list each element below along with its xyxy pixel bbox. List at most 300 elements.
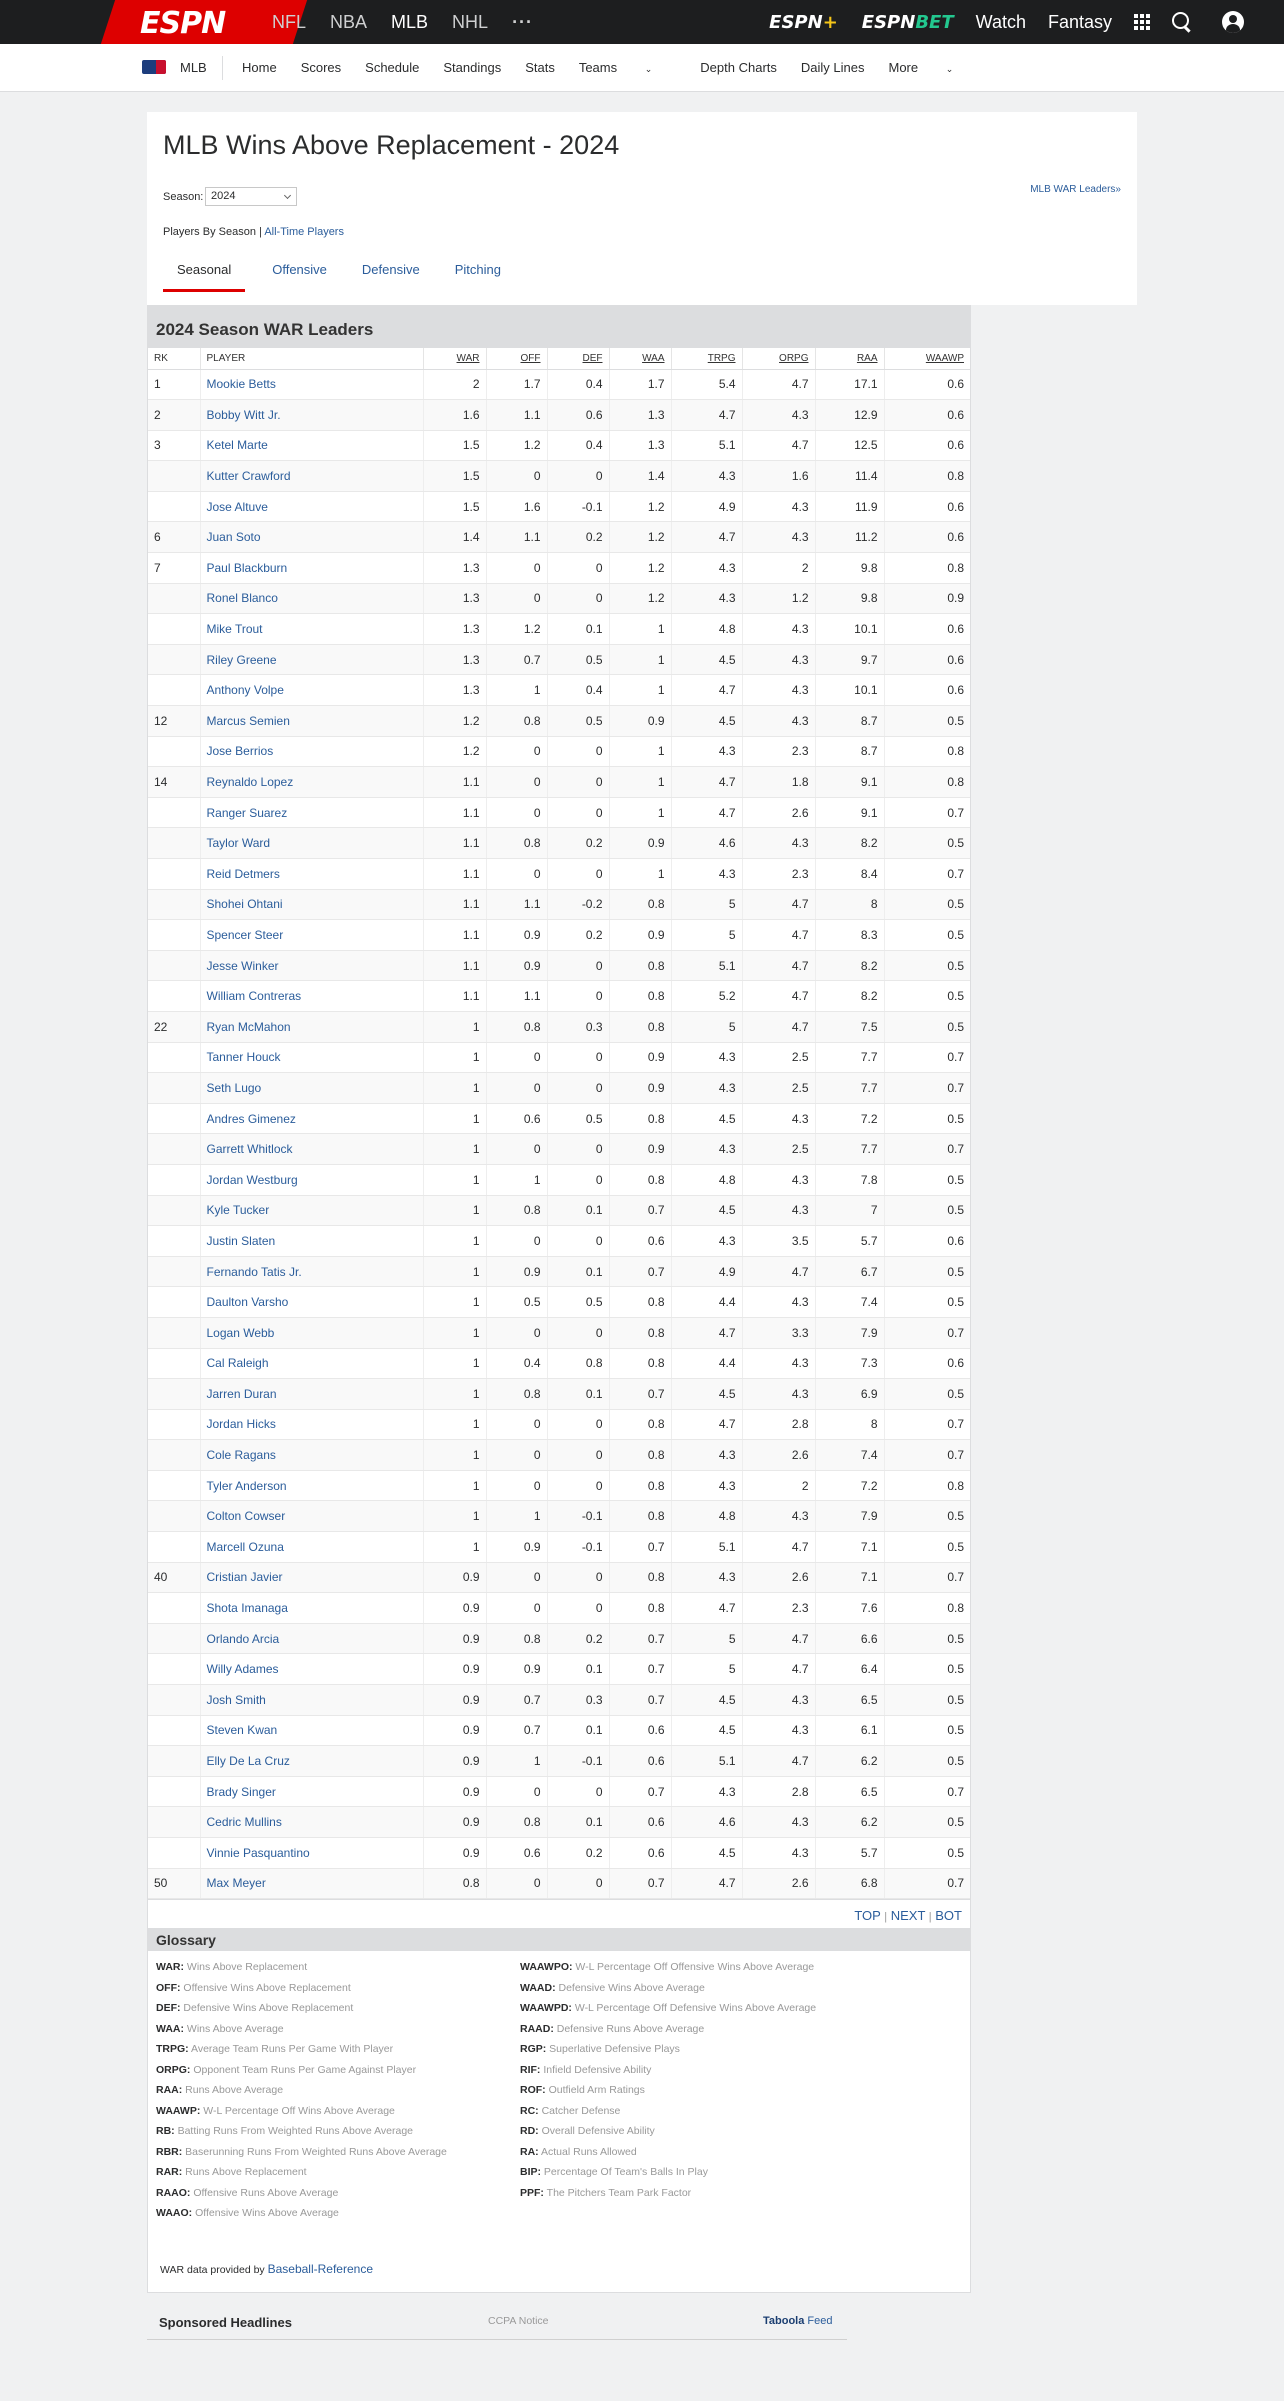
cell-trpg: 5 bbox=[671, 1654, 742, 1685]
cell-rk bbox=[148, 950, 200, 981]
cell-def: 0.1 bbox=[547, 1256, 609, 1287]
glossary-term: RAAO: bbox=[156, 2186, 191, 2199]
cell-waa: 0.7 bbox=[609, 1623, 671, 1654]
cell-raa: 9.8 bbox=[815, 583, 884, 614]
cell-trpg: 5 bbox=[671, 889, 742, 920]
column-header-orpg[interactable]: ORPG bbox=[742, 348, 815, 369]
column-header-raa[interactable]: RAA bbox=[815, 348, 884, 369]
player-link[interactable]: Shota Imanaga bbox=[200, 1593, 423, 1624]
cell-rk bbox=[148, 491, 200, 522]
cell-off: 0 bbox=[486, 1134, 547, 1165]
player-link[interactable]: Colton Cowser bbox=[200, 1501, 423, 1532]
player-link[interactable]: Bobby Witt Jr. bbox=[200, 400, 423, 431]
pager-bot[interactable]: BOT bbox=[935, 1908, 962, 1924]
cell-raa: 7.6 bbox=[815, 1593, 884, 1624]
cell-def: 0 bbox=[547, 1164, 609, 1195]
table-row bbox=[148, 1868, 970, 1899]
player-link[interactable]: Jordan Hicks bbox=[200, 1409, 423, 1440]
cell-waawp: 0.7 bbox=[884, 1134, 970, 1165]
subnav-home[interactable]: Home bbox=[242, 60, 277, 75]
cell-raa: 17.1 bbox=[815, 369, 884, 400]
cell-war: 1 bbox=[423, 1348, 486, 1379]
cell-raa: 8.2 bbox=[815, 981, 884, 1012]
player-link[interactable]: Taylor Ward bbox=[200, 828, 423, 859]
player-link[interactable]: Cole Ragans bbox=[200, 1440, 423, 1471]
player-link[interactable]: Reid Detmers bbox=[200, 859, 423, 890]
cell-raa: 8.7 bbox=[815, 706, 884, 737]
glossary-entry bbox=[156, 2039, 520, 2060]
subnav-league-name[interactable]: MLB bbox=[180, 60, 207, 75]
espn-plus-link[interactable] bbox=[769, 12, 838, 33]
cell-waa: 1 bbox=[609, 797, 671, 828]
cell-rk: 50 bbox=[148, 1868, 200, 1899]
nav-nhl[interactable]: NHL bbox=[452, 11, 489, 32]
cell-off: 0.5 bbox=[486, 1287, 547, 1318]
glossary-term: WAAWPO: bbox=[520, 1961, 573, 1974]
player-link[interactable]: Spencer Steer bbox=[200, 920, 423, 951]
cell-rk bbox=[148, 1195, 200, 1226]
cell-waawp: 0.5 bbox=[884, 1501, 970, 1532]
cell-def: 0.2 bbox=[547, 828, 609, 859]
glossary-term: ROF: bbox=[520, 2084, 546, 2097]
cell-war: 1 bbox=[423, 1532, 486, 1563]
cell-orpg: 4.3 bbox=[742, 1685, 815, 1716]
cell-def: -0.2 bbox=[547, 889, 609, 920]
player-link[interactable]: Justin Slaten bbox=[200, 1226, 423, 1257]
player-link[interactable]: Brady Singer bbox=[200, 1776, 423, 1807]
cell-waa: 1.7 bbox=[609, 369, 671, 400]
cell-war: 1.3 bbox=[423, 675, 486, 706]
cell-rk bbox=[148, 1348, 200, 1379]
war-leaders-link[interactable]: MLB WAR Leaders» bbox=[1030, 184, 1121, 195]
table-row bbox=[148, 1134, 970, 1165]
player-link[interactable]: Tanner Houck bbox=[200, 1042, 423, 1073]
subnav-depth-charts[interactable]: Depth Charts bbox=[700, 60, 777, 75]
cell-war: 1 bbox=[423, 1470, 486, 1501]
cell-trpg: 5.1 bbox=[671, 1746, 742, 1777]
glossary-definition: Batting Runs From Weighted Runs Above Average bbox=[177, 2125, 414, 2138]
cell-off: 1.1 bbox=[486, 981, 547, 1012]
cell-def: 0 bbox=[547, 583, 609, 614]
player-link[interactable]: Ronel Blanco bbox=[200, 583, 423, 614]
cell-raa: 12.9 bbox=[815, 400, 884, 431]
cell-trpg: 4.3 bbox=[671, 461, 742, 492]
cell-orpg: 4.3 bbox=[742, 1195, 815, 1226]
glossary-definition: Defensive Runs Above Average bbox=[556, 2022, 705, 2035]
subnav-stats[interactable]: Stats bbox=[525, 60, 555, 75]
cell-rk: 3 bbox=[148, 430, 200, 461]
player-link[interactable]: Paul Blackburn bbox=[200, 553, 423, 584]
credit-text: WAR data provided by bbox=[160, 2263, 265, 2276]
glossary-entry bbox=[156, 2162, 520, 2183]
cell-off: 1.7 bbox=[486, 369, 547, 400]
cell-war: 1 bbox=[423, 1287, 486, 1318]
cell-war: 1.3 bbox=[423, 614, 486, 645]
cell-waa: 0.8 bbox=[609, 981, 671, 1012]
cell-war: 1.5 bbox=[423, 430, 486, 461]
column-header-waawp[interactable]: WAAWP bbox=[884, 348, 970, 369]
baseball-reference-link[interactable]: Baseball-Reference bbox=[267, 2261, 373, 2276]
glossary-entry bbox=[156, 2080, 520, 2101]
cell-orpg: 2.5 bbox=[742, 1073, 815, 1104]
cell-waawp: 0.8 bbox=[884, 553, 970, 584]
player-link[interactable]: Anthony Volpe bbox=[200, 675, 423, 706]
page-header-card bbox=[147, 112, 1137, 305]
glossary-entry bbox=[520, 2080, 884, 2101]
player-link[interactable]: Reynaldo Lopez bbox=[200, 767, 423, 798]
glossary-entry bbox=[520, 1978, 884, 1999]
player-link[interactable]: Kutter Crawford bbox=[200, 461, 423, 492]
glossary-entry bbox=[156, 2101, 520, 2122]
glossary-definition: Superlative Defensive Plays bbox=[549, 2043, 680, 2056]
cell-off: 0 bbox=[486, 736, 547, 767]
cell-trpg: 4.7 bbox=[671, 797, 742, 828]
cell-trpg: 5 bbox=[671, 1623, 742, 1654]
nav-nfl[interactable]: NFL bbox=[272, 11, 307, 32]
nav-mlb[interactable]: MLB bbox=[391, 11, 429, 32]
cell-raa: 7.9 bbox=[815, 1317, 884, 1348]
all-time-players-link[interactable]: All-Time Players bbox=[264, 226, 344, 238]
cell-waa: 0.8 bbox=[609, 1440, 671, 1471]
cell-orpg: 2.6 bbox=[742, 1562, 815, 1593]
table-row bbox=[148, 1073, 970, 1104]
glossary-term: DEF: bbox=[156, 2002, 181, 2015]
more-leagues-icon[interactable]: ··· bbox=[512, 11, 534, 32]
cell-rk bbox=[148, 1226, 200, 1257]
cell-trpg: 4.3 bbox=[671, 1226, 742, 1257]
player-link[interactable]: Cal Raleigh bbox=[200, 1348, 423, 1379]
player-link[interactable]: Marcell Ozuna bbox=[200, 1532, 423, 1563]
cell-war: 1.3 bbox=[423, 553, 486, 584]
cell-def: 0 bbox=[547, 1409, 609, 1440]
player-link[interactable]: Seth Lugo bbox=[200, 1073, 423, 1104]
cell-def: 0 bbox=[547, 461, 609, 492]
player-link[interactable]: Marcus Semien bbox=[200, 706, 423, 737]
cell-raa: 8 bbox=[815, 1409, 884, 1440]
table-row bbox=[148, 614, 970, 645]
cell-def: 0 bbox=[547, 859, 609, 890]
watch-link[interactable]: Watch bbox=[975, 11, 1026, 32]
cell-waawp: 0.6 bbox=[884, 675, 970, 706]
cell-waawp: 0.5 bbox=[884, 828, 970, 859]
cell-rk: 2 bbox=[148, 400, 200, 431]
player-link[interactable]: Cedric Mullins bbox=[200, 1807, 423, 1838]
cell-raa: 6.2 bbox=[815, 1746, 884, 1777]
cell-war: 1 bbox=[423, 1379, 486, 1410]
player-link[interactable]: Daulton Varsho bbox=[200, 1287, 423, 1318]
column-header-war[interactable]: WAR bbox=[423, 348, 486, 369]
cell-waawp: 0.5 bbox=[884, 1379, 970, 1410]
season-label: Season: bbox=[163, 191, 204, 203]
table-row bbox=[148, 1409, 970, 1440]
sponsored-headlines bbox=[147, 2304, 847, 2340]
cell-rk bbox=[148, 797, 200, 828]
player-link[interactable]: Jose Berrios bbox=[200, 736, 423, 767]
cell-raa: 7.7 bbox=[815, 1134, 884, 1165]
cell-def: 0.4 bbox=[547, 369, 609, 400]
season-select[interactable]: 2024 bbox=[205, 187, 297, 206]
table-row bbox=[148, 461, 970, 492]
subnav-daily-lines[interactable]: Daily Lines bbox=[800, 60, 865, 75]
player-link[interactable]: Josh Smith bbox=[200, 1685, 423, 1716]
cell-waa: 0.6 bbox=[609, 1746, 671, 1777]
tab-seasonal[interactable]: Seasonal bbox=[163, 262, 245, 292]
cell-off: 0.8 bbox=[486, 828, 547, 859]
cell-waawp: 0.5 bbox=[884, 1654, 970, 1685]
cell-trpg: 4.4 bbox=[671, 1287, 742, 1318]
espn-bet-link[interactable] bbox=[862, 12, 954, 33]
player-link[interactable]: Ranger Suarez bbox=[200, 797, 423, 828]
player-link[interactable]: Ryan McMahon bbox=[200, 1011, 423, 1042]
cell-def: 0.2 bbox=[547, 1623, 609, 1654]
cell-orpg: 4.7 bbox=[742, 1011, 815, 1042]
user-account-icon[interactable] bbox=[1222, 11, 1244, 33]
glossary-definition: Wins Above Average bbox=[186, 2022, 284, 2035]
cell-war: 1.2 bbox=[423, 736, 486, 767]
player-link[interactable]: Willy Adames bbox=[200, 1654, 423, 1685]
espn-bet-mark: BET bbox=[915, 11, 954, 33]
cell-waawp: 0.8 bbox=[884, 1470, 970, 1501]
table-row bbox=[148, 1256, 970, 1287]
glossary-entry bbox=[520, 2162, 884, 2183]
cell-trpg: 4.7 bbox=[671, 1409, 742, 1440]
cell-trpg: 5.4 bbox=[671, 369, 742, 400]
tab-pitching[interactable]: Pitching bbox=[454, 262, 501, 277]
table-row bbox=[148, 1287, 970, 1318]
glossary-term: PPF: bbox=[520, 2186, 544, 2199]
player-link[interactable]: Mookie Betts bbox=[200, 369, 423, 400]
player-link[interactable]: Fernando Tatis Jr. bbox=[200, 1256, 423, 1287]
cell-def: 0.1 bbox=[547, 1807, 609, 1838]
cell-waawp: 0.5 bbox=[884, 1838, 970, 1869]
player-link[interactable]: Orlando Arcia bbox=[200, 1623, 423, 1654]
table-row bbox=[148, 1379, 970, 1410]
cell-def: 0 bbox=[547, 1073, 609, 1104]
ccpa-notice-link[interactable]: CCPA Notice bbox=[488, 2315, 549, 2327]
cell-def: 0 bbox=[547, 1868, 609, 1899]
player-link[interactable]: Logan Webb bbox=[200, 1317, 423, 1348]
pager-top[interactable]: TOP bbox=[854, 1908, 881, 1924]
cell-waa: 1.2 bbox=[609, 583, 671, 614]
cell-raa: 9.1 bbox=[815, 797, 884, 828]
cell-off: 1.1 bbox=[486, 522, 547, 553]
table-row bbox=[148, 767, 970, 798]
cell-rk bbox=[148, 1654, 200, 1685]
cell-off: 0.9 bbox=[486, 1256, 547, 1287]
glossary-definition: Defensive Wins Above Average bbox=[558, 1981, 705, 1994]
cell-waa: 1 bbox=[609, 859, 671, 890]
cell-war: 2 bbox=[423, 369, 486, 400]
cell-orpg: 1.2 bbox=[742, 583, 815, 614]
cell-waawp: 0.5 bbox=[884, 950, 970, 981]
cell-war: 1 bbox=[423, 1042, 486, 1073]
player-link[interactable]: Jarren Duran bbox=[200, 1379, 423, 1410]
subnav-standings[interactable]: Standings bbox=[443, 60, 502, 75]
cell-raa: 9.1 bbox=[815, 767, 884, 798]
cell-waa: 0.8 bbox=[609, 1317, 671, 1348]
table-row bbox=[148, 736, 970, 767]
player-link[interactable]: Tyler Anderson bbox=[200, 1470, 423, 1501]
cell-off: 0.6 bbox=[486, 1838, 547, 1869]
espn-logo[interactable]: ESPN bbox=[140, 6, 226, 41]
player-link[interactable]: Vinnie Pasquantino bbox=[200, 1838, 423, 1869]
cell-raa: 6.9 bbox=[815, 1379, 884, 1410]
cell-rk bbox=[148, 981, 200, 1012]
cell-def: -0.1 bbox=[547, 1501, 609, 1532]
fantasy-link[interactable]: Fantasy bbox=[1047, 11, 1112, 32]
player-link[interactable]: Shohei Ohtani bbox=[200, 889, 423, 920]
cell-waa: 0.9 bbox=[609, 1134, 671, 1165]
pager-separator: | bbox=[928, 1911, 932, 1924]
cell-def: 0.2 bbox=[547, 522, 609, 553]
cell-trpg: 5.2 bbox=[671, 981, 742, 1012]
cell-trpg: 4.7 bbox=[671, 1317, 742, 1348]
pager-next[interactable]: NEXT bbox=[890, 1908, 926, 1924]
glossary-term: RC: bbox=[520, 2104, 539, 2117]
sub-navbar bbox=[0, 44, 1284, 92]
cell-raa: 7.7 bbox=[815, 1073, 884, 1104]
cell-waa: 1 bbox=[609, 644, 671, 675]
cell-waa: 0.8 bbox=[609, 1164, 671, 1195]
cell-trpg: 4.3 bbox=[671, 583, 742, 614]
cell-def: 0.5 bbox=[547, 1103, 609, 1134]
column-header-trpg[interactable]: TRPG bbox=[671, 348, 742, 369]
cell-def: 0.3 bbox=[547, 1685, 609, 1716]
cell-trpg: 5 bbox=[671, 920, 742, 951]
subnav-teams[interactable] bbox=[579, 60, 676, 75]
subnav-more[interactable] bbox=[888, 60, 977, 75]
cell-def: 0 bbox=[547, 797, 609, 828]
cell-off: 0 bbox=[486, 1073, 547, 1104]
cell-waa: 0.7 bbox=[609, 1654, 671, 1685]
cell-trpg: 4.8 bbox=[671, 1164, 742, 1195]
cell-waa: 0.7 bbox=[609, 1256, 671, 1287]
cell-orpg: 4.7 bbox=[742, 920, 815, 951]
cell-orpg: 4.3 bbox=[742, 1379, 815, 1410]
subnav-scores[interactable]: Scores bbox=[300, 60, 342, 75]
cell-trpg: 5.1 bbox=[671, 950, 742, 981]
cell-trpg: 4.5 bbox=[671, 1103, 742, 1134]
cell-off: 0.9 bbox=[486, 1654, 547, 1685]
cell-rk bbox=[148, 1134, 200, 1165]
cell-orpg: 2.3 bbox=[742, 1593, 815, 1624]
subnav-schedule[interactable]: Schedule bbox=[365, 60, 420, 75]
taboola-feed-link[interactable] bbox=[763, 2315, 833, 2327]
player-link[interactable]: Andres Gimenez bbox=[200, 1103, 423, 1134]
glossary-definition: Runs Above Replacement bbox=[185, 2166, 307, 2179]
player-link[interactable]: Jose Altuve bbox=[200, 491, 423, 522]
tab-defensive[interactable]: Defensive bbox=[361, 262, 420, 277]
cell-waa: 0.8 bbox=[609, 1409, 671, 1440]
cell-off: 1 bbox=[486, 1164, 547, 1195]
cell-rk bbox=[148, 859, 200, 890]
cell-waa: 1.4 bbox=[609, 461, 671, 492]
cell-waawp: 0.8 bbox=[884, 736, 970, 767]
cell-rk bbox=[148, 889, 200, 920]
data-credit bbox=[148, 2224, 970, 2292]
player-link[interactable]: Max Meyer bbox=[200, 1868, 423, 1899]
table-row bbox=[148, 889, 970, 920]
cell-orpg: 4.7 bbox=[742, 981, 815, 1012]
cell-war: 1 bbox=[423, 1011, 486, 1042]
table-row bbox=[148, 1838, 970, 1869]
player-link[interactable]: Mike Trout bbox=[200, 614, 423, 645]
cell-orpg: 4.7 bbox=[742, 1654, 815, 1685]
cell-war: 0.9 bbox=[423, 1746, 486, 1777]
player-link[interactable]: Jordan Westburg bbox=[200, 1164, 423, 1195]
player-link[interactable]: Garrett Whitlock bbox=[200, 1134, 423, 1165]
table-row bbox=[148, 1348, 970, 1379]
cell-waa: 0.7 bbox=[609, 1532, 671, 1563]
cell-waa: 0.7 bbox=[609, 1685, 671, 1716]
glossary-right-column bbox=[520, 1957, 884, 2224]
cell-raa: 8 bbox=[815, 889, 884, 920]
player-link[interactable]: Cristian Javier bbox=[200, 1562, 423, 1593]
player-link[interactable]: Riley Greene bbox=[200, 644, 423, 675]
cell-waa: 0.8 bbox=[609, 1011, 671, 1042]
cell-raa: 7.2 bbox=[815, 1103, 884, 1134]
nav-nba[interactable]: NBA bbox=[330, 11, 368, 32]
column-header-def[interactable]: DEF bbox=[547, 348, 609, 369]
cell-trpg: 4.3 bbox=[671, 736, 742, 767]
cell-def: 0.4 bbox=[547, 430, 609, 461]
cell-waa: 0.7 bbox=[609, 1195, 671, 1226]
player-link[interactable]: Kyle Tucker bbox=[200, 1195, 423, 1226]
cell-off: 0 bbox=[486, 859, 547, 890]
espn-bet-text: ESPN bbox=[861, 11, 916, 33]
table-pager bbox=[148, 1899, 970, 1928]
cell-orpg: 2.3 bbox=[742, 736, 815, 767]
player-link[interactable]: Juan Soto bbox=[200, 522, 423, 553]
player-link[interactable]: Steven Kwan bbox=[200, 1715, 423, 1746]
espn-plus-text: ESPN bbox=[769, 11, 823, 33]
cell-waa: 0.8 bbox=[609, 1562, 671, 1593]
cell-raa: 10.1 bbox=[815, 675, 884, 706]
table-row bbox=[148, 1623, 970, 1654]
glossary-definition: Defensive Wins Above Replacement bbox=[183, 2002, 354, 2015]
players-filter: Players By Season | All-Time Players bbox=[163, 226, 344, 238]
column-header-waa[interactable]: WAA bbox=[609, 348, 671, 369]
glossary-term: RAR: bbox=[156, 2166, 183, 2179]
apps-grid-icon[interactable] bbox=[1134, 14, 1150, 30]
tab-offensive[interactable]: Offensive bbox=[272, 262, 327, 277]
cell-waa: 1 bbox=[609, 614, 671, 645]
player-link[interactable]: Elly De La Cruz bbox=[200, 1746, 423, 1777]
cell-trpg: 4.5 bbox=[671, 1379, 742, 1410]
glossary-definition: W-L Percentage Off Wins Above Average bbox=[203, 2104, 395, 2117]
player-link[interactable]: Jesse Winker bbox=[200, 950, 423, 981]
cell-def: 0 bbox=[547, 1593, 609, 1624]
cell-orpg: 4.3 bbox=[742, 1807, 815, 1838]
right-nav bbox=[769, 0, 1284, 44]
cell-trpg: 5.1 bbox=[671, 430, 742, 461]
cell-def: 0 bbox=[547, 950, 609, 981]
cell-raa: 11.2 bbox=[815, 522, 884, 553]
cell-def: 0.5 bbox=[547, 644, 609, 675]
player-link[interactable]: Ketel Marte bbox=[200, 430, 423, 461]
cell-trpg: 4.3 bbox=[671, 1134, 742, 1165]
table-row bbox=[148, 644, 970, 675]
column-header-off[interactable]: OFF bbox=[486, 348, 547, 369]
glossary-term: RD: bbox=[520, 2125, 539, 2138]
cell-war: 1.5 bbox=[423, 491, 486, 522]
search-icon[interactable] bbox=[1172, 12, 1192, 32]
player-link[interactable]: William Contreras bbox=[200, 981, 423, 1012]
cell-rk bbox=[148, 1379, 200, 1410]
subnav-more-label: More bbox=[888, 60, 919, 75]
cell-def: 0 bbox=[547, 1440, 609, 1471]
cell-war: 1 bbox=[423, 1103, 486, 1134]
